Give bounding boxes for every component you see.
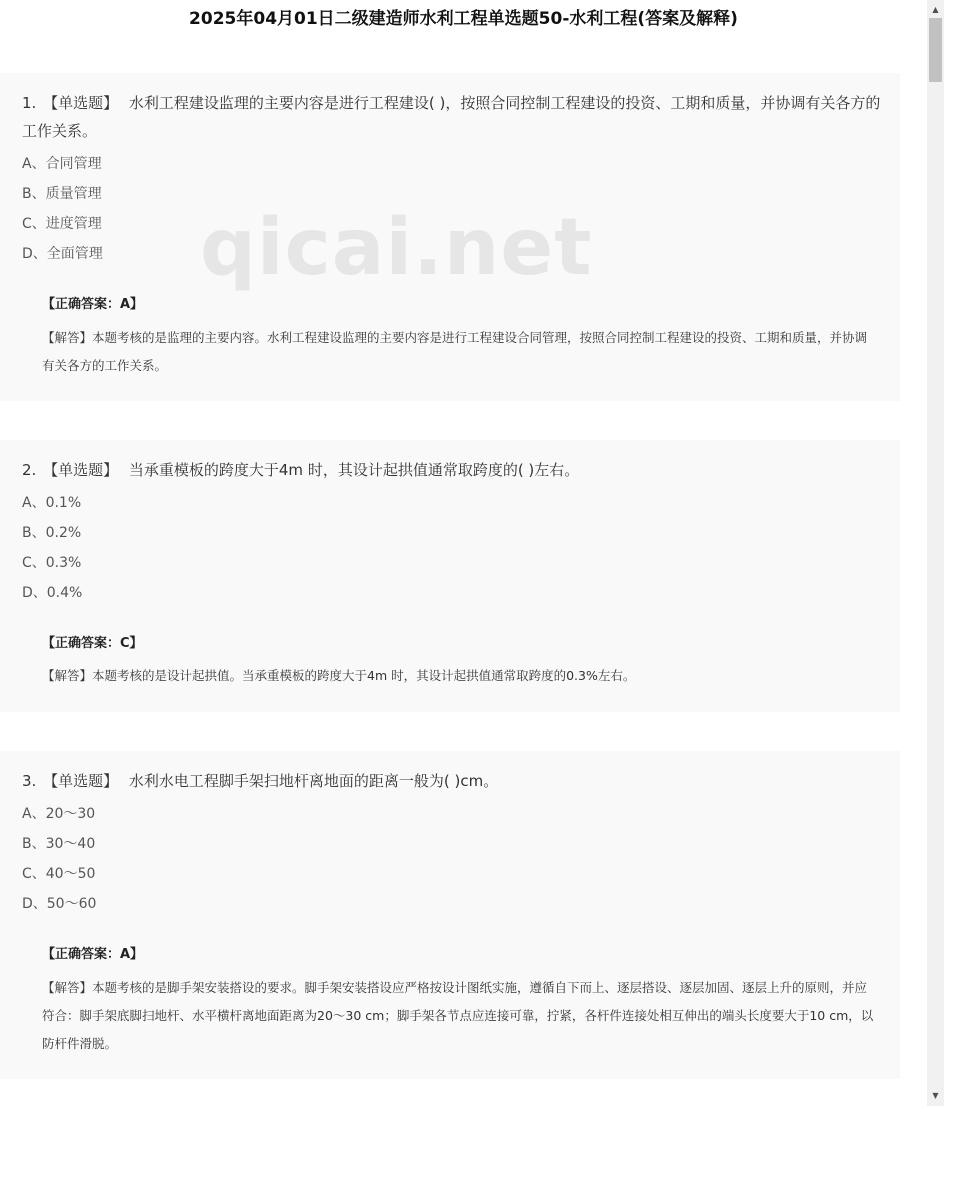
correct-answer: 【正确答案：A】: [42, 947, 144, 962]
option-list: [22, 149, 622, 269]
question-type: 【单选题】: [43, 461, 119, 479]
option-list: [22, 488, 622, 608]
question-card: [0, 440, 900, 712]
question-number: 1.: [22, 94, 37, 112]
question-text: 当承重模板的跨度大于4m 时，其设计起拱值通常取跨度的( )左右。: [128, 461, 580, 479]
question-stem: [22, 767, 882, 795]
option-list: [22, 799, 622, 919]
question-stem: [22, 89, 882, 145]
answer-explanation: 【解答】本题考核的是设计起拱值。当承重模板的跨度大于4m 时，其设计起拱值通常取跨度的0.3%左右。: [42, 668, 636, 683]
scrollbar-thumb[interactable]: [929, 18, 942, 82]
option-c[interactable]: C、0.3%: [22, 555, 82, 571]
question-card: [0, 73, 900, 401]
correct-answer: 【正确答案：A】: [42, 297, 144, 312]
option-c[interactable]: C、40～50: [22, 866, 96, 882]
option-d[interactable]: D、0.4%: [22, 585, 83, 601]
option-b[interactable]: B、0.2%: [22, 525, 82, 541]
question-type: 【单选题】: [43, 94, 119, 112]
question-number: 3.: [22, 772, 37, 790]
vertical-scrollbar[interactable]: [927, 0, 944, 1106]
question-type: 【单选题】: [43, 772, 119, 790]
question-stem: [22, 456, 882, 484]
option-b[interactable]: B、质量管理: [22, 186, 102, 202]
answer-explanation: 【解答】本题考核的是脚手架安装搭设的要求。脚手架安装搭设应严格按设计图纸实施，遵循自下而上、逐层搭设、逐层加固、逐层上升的原则，并应符合：脚手架底脚扫地杆、水平横杆离地面距离为20～30 cm；脚手架各节点应连接可靠，拧紧，各杆件连接处相互伸出的端头长度要大于10 cm，以防杆件滑脱。: [42, 980, 874, 1051]
option-d[interactable]: D、50～60: [22, 896, 97, 912]
option-c[interactable]: C、进度管理: [22, 216, 102, 232]
question-card: [0, 751, 900, 1079]
scroll-up-arrow-icon[interactable]: ▲: [932, 5, 939, 14]
page-title: 2025年04月01日二级建造师水利工程单选题50-水利工程(答案及解释): [189, 9, 738, 29]
option-a[interactable]: A、合同管理: [22, 156, 102, 172]
option-a[interactable]: A、20～30: [22, 806, 96, 822]
option-a[interactable]: A、0.1%: [22, 495, 82, 511]
answer-explanation: 【解答】本题考核的是监理的主要内容。水利工程建设监理的主要内容是进行工程建设合同管理，按照合同控制工程建设的投资、工期和质量，并协调有关各方的工作关系。: [42, 330, 868, 373]
question-text: 水利工程建设监理的主要内容是进行工程建设( )，按照合同控制工程建设的投资、工期和质量，并协调有关各方的工作关系。: [22, 94, 881, 140]
option-d[interactable]: D、全面管理: [22, 246, 103, 262]
option-b[interactable]: B、30～40: [22, 836, 96, 852]
question-text: 水利水电工程脚手架扫地杆离地面的距离一般为( )cm。: [128, 772, 499, 790]
scroll-down-arrow-icon[interactable]: ▼: [932, 1091, 939, 1100]
question-number: 2.: [22, 461, 37, 479]
correct-answer: 【正确答案：C】: [42, 636, 143, 651]
watermark: qicai.net: [200, 203, 593, 293]
